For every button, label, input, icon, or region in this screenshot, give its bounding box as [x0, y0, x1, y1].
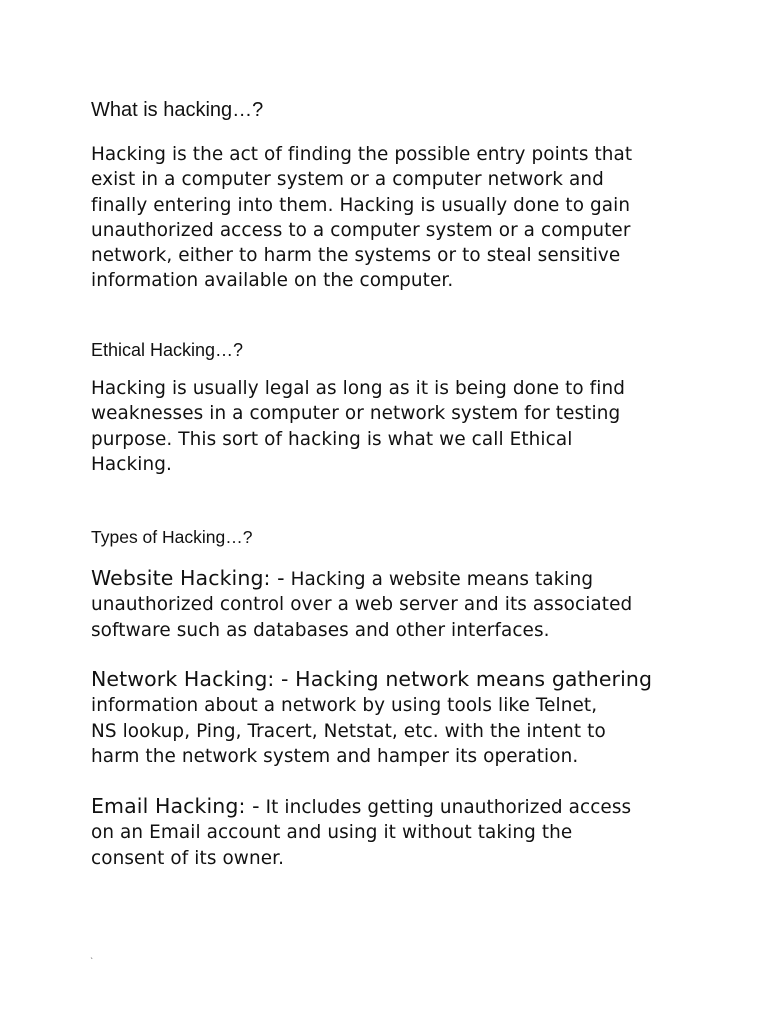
text-line-start: Hacking a website means taking	[284, 569, 594, 590]
text-line-start: It includes getting unauthorized access	[259, 797, 632, 818]
text-line: unauthorized control over a web server and its associated	[91, 594, 633, 616]
text-line: purpose. This sort of hacking is what we call Ethical	[91, 428, 573, 450]
term-network-hacking: Network Hacking: -	[91, 667, 289, 691]
text-line: unauthorized access to a computer system or a computer	[91, 219, 631, 241]
text-line: NS lookup, Ping, Tracert, Netstat, etc. with the intent to	[91, 720, 606, 742]
paragraph-email-hacking	[91, 794, 731, 871]
text-line: weaknesses in a computer or network system for testing	[91, 403, 621, 425]
heading-what-is-hacking: What is hacking…?	[91, 99, 264, 121]
text-line: information about a network by using tools like Telnet,	[91, 695, 598, 717]
term-email-hacking: Email Hacking: -	[91, 794, 260, 818]
text-line: network, either to harm the systems or to steal sensitive	[91, 245, 621, 267]
text-line	[91, 794, 731, 820]
paragraph-what-is-hacking	[91, 142, 731, 294]
text-line	[91, 566, 731, 592]
text-line: Hacking.	[91, 453, 172, 475]
text-line-start: Hacking network means gathering	[288, 667, 653, 691]
paragraph-network-hacking	[91, 667, 731, 769]
paragraph-ethical-hacking	[91, 376, 731, 477]
text-line: consent of its owner.	[91, 847, 285, 869]
text-line: Hacking is usually legal as long as it is being done to find	[91, 378, 625, 399]
text-line: software such as databases and other interfaces.	[91, 619, 550, 641]
heading-types-of-hacking: Types of Hacking…?	[91, 527, 253, 547]
heading-ethical-hacking: Ethical Hacking…?	[91, 340, 244, 360]
text-line: information available on the computer.	[91, 270, 454, 292]
text-line: exist in a computer system or a computer network and	[91, 169, 604, 191]
stray-mark: `	[90, 957, 94, 966]
text-line: finally entering into them. Hacking is usually done to gain	[91, 194, 631, 216]
term-website-hacking: Website Hacking: -	[91, 566, 285, 590]
paragraph-website-hacking	[91, 566, 731, 643]
text-line: harm the network system and hamper its operation.	[91, 745, 579, 767]
text-line: on an Email account and using it without taking the	[91, 822, 573, 844]
text-line	[91, 667, 731, 693]
text-line: Hacking is the act of finding the possible entry points that	[91, 144, 633, 165]
